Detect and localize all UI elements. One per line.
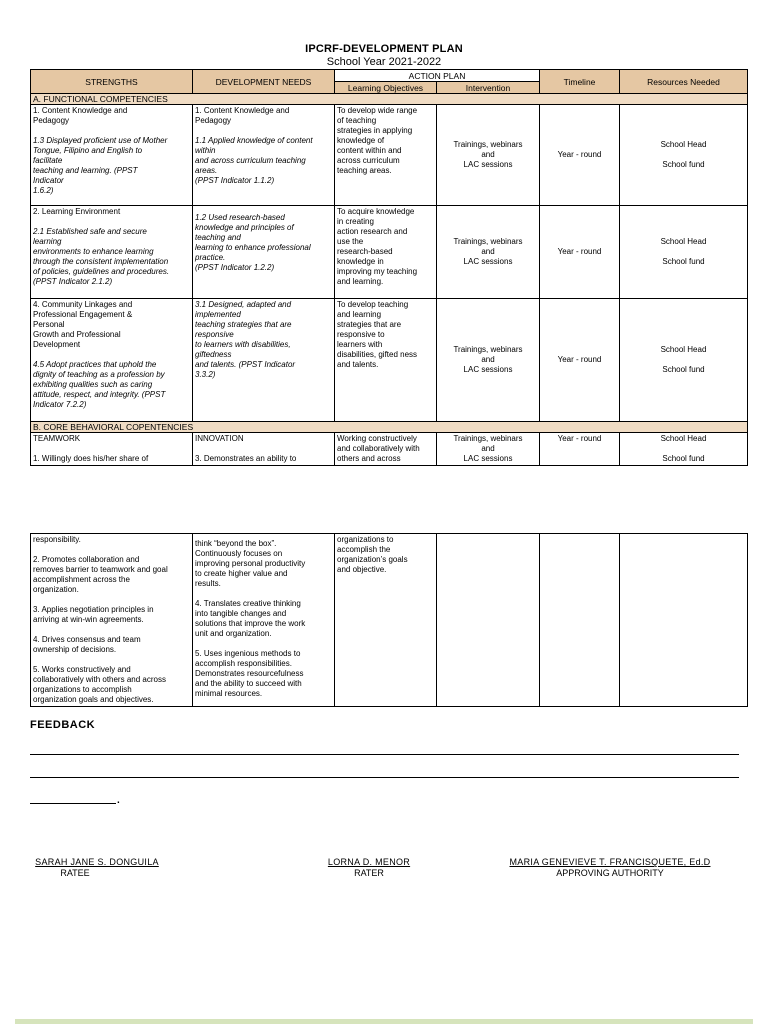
resource-school-head: School Head (660, 434, 707, 443)
objective-cell: To develop wide range of teaching strategies in applying knowledge of content within and across curriculum teaching areas. (335, 105, 437, 206)
signatory-name: SARAH JANE S. DONGUILA (35, 857, 159, 867)
table-row (31, 534, 748, 707)
resources-continuation (620, 534, 748, 707)
strength-cell (31, 105, 193, 206)
signatory-role: RATER (354, 868, 384, 878)
intervention-cell: Trainings, webinars and LAC sessions (437, 206, 540, 299)
header-timeline: Timeline (540, 70, 620, 94)
footer-band (15, 1019, 753, 1024)
need-detail: 3.1 Designed, adapted and implemented teaching strategies that are responsive to learners with disabilities, giftedness and talents. (PPST Indicator 3.3.2) (195, 300, 296, 379)
section-functional-competencies: A. FUNCTIONAL COMPETENCIES (31, 94, 748, 105)
signatory-role: RATEE (60, 868, 90, 878)
intervention-cell: Trainings, webinars and LAC sessions (437, 105, 540, 206)
strength-detail: 2.1 Established safe and secure learning environments to enhance learning through the consistent implementation of policies, guidelines and procedures. (PPST Indicator 2.1.2) (33, 227, 170, 286)
feedback-label: FEEDBACK (30, 719, 96, 731)
resource-school-fund: School fund (662, 365, 705, 374)
feedback-line (30, 777, 739, 778)
document-title: IPCRF-DEVELOPMENT PLAN (305, 43, 463, 55)
development-plan-table (30, 69, 748, 466)
need-item: 3. Demonstrates an ability to (195, 454, 297, 463)
table-row (31, 206, 748, 299)
resource-school-head: School Head (660, 140, 707, 149)
timeline-cell: Year - round (540, 206, 620, 299)
strength-cell (31, 206, 193, 299)
resources-cell (620, 433, 748, 466)
signatory-role: APPROVING AUTHORITY (556, 868, 664, 878)
table-row (31, 433, 748, 466)
signatory-approving-authority (500, 857, 720, 878)
strength-title: 1. Content Knowledge and Pedagogy (33, 106, 128, 125)
signatory-name: LORNA D. MENOR (327, 857, 411, 867)
resource-school-head: School Head (660, 237, 707, 246)
header-resources: Resources Needed (620, 70, 748, 94)
timeline-cell: Year - round (540, 433, 620, 466)
strength-item: 1. Willingly does his/her share of (33, 454, 149, 463)
resources-cell (620, 206, 748, 299)
objective-cell: Working constructively and collaboratively with others and across (335, 433, 437, 466)
strength-detail: 1.3 Displayed proficient use of Mother Tongue, Filipino and English to facilitate teaching and learning. (PPST Indicator 1.6.2) (33, 136, 168, 195)
resource-school-fund: School fund (662, 257, 705, 266)
header-learning-objectives: Learning Objectives (335, 82, 437, 94)
timeline-cell: Year - round (540, 299, 620, 422)
feedback-period: . (117, 795, 120, 806)
resource-school-fund: School fund (662, 454, 705, 463)
header-strengths: STRENGTHS (31, 70, 193, 94)
strength-cell (31, 299, 193, 422)
need-title: INNOVATION (195, 434, 244, 443)
need-cell (193, 299, 335, 422)
signatory-rater (322, 857, 416, 878)
header-development-needs: DEVELOPMENT NEEDS (193, 70, 335, 94)
continuation-table (30, 533, 748, 707)
intervention-cell: Trainings, webinars and LAC sessions (437, 299, 540, 422)
resource-school-head: School Head (660, 345, 707, 354)
resources-cell (620, 105, 748, 206)
intervention-cell: Trainings, webinars and LAC sessions (437, 433, 540, 466)
need-detail: 1.1 Applied knowledge of content within and across curriculum teaching areas. (PPST Indicator 1.1.2) (195, 136, 313, 185)
table-row (31, 299, 748, 422)
signatory-name: MARIA GENEVIEVE T. FRANCISQUETE, Ed.D (509, 857, 711, 867)
section-core-behavioral-competencies: B. CORE BEHAVIORAL COPENTENCIES (31, 422, 748, 433)
need-detail: 1.2 Used research-based knowledge and principles of teaching and learning to enhance professional practice. (PPST Indicator 1.2.2) (195, 213, 311, 272)
intervention-continuation (437, 534, 540, 707)
strength-cell (31, 433, 193, 466)
timeline-cell: Year - round (540, 105, 620, 206)
school-year: School Year 2021-2022 (326, 56, 442, 68)
objective-cell: To develop teaching and learning strategies that are responsive to learners with disabilities, gifted ness and talents. (335, 299, 437, 422)
objective-continuation: organizations to accomplish the organization’s goals and objective. (335, 534, 437, 707)
need-continuation: think “beyond the box”. Continuously focuses on improving personal productivity to create higher value and results. 4. Translates creative thinking into tangible changes and solutions that improve the work unit and organization. 5. Uses ingenious methods to accomplish responsibilities. Demonstrates resourcefulness and the ability to succeed with minimal resources. (193, 534, 335, 707)
signatory-ratee (30, 857, 164, 878)
resource-school-fund: School fund (662, 160, 705, 169)
table-row (31, 105, 748, 206)
strength-detail: 4.5 Adopt practices that uphold the dignity of teaching as a profession by exhibiting qualities such as caring attitude, respect, and integrity. (PPST Indicator 7.2.2) (33, 360, 166, 409)
resources-cell (620, 299, 748, 422)
header-intervention: Intervention (437, 82, 540, 94)
strength-title: TEAMWORK (33, 434, 81, 443)
objective-cell: To acquire knowledge in creating action research and use the research-based knowledge in improving my teaching and learning. (335, 206, 437, 299)
feedback-line (30, 754, 739, 755)
need-cell (193, 105, 335, 206)
need-title: 1. Content Knowledge and Pedagogy (195, 106, 290, 125)
feedback-line (30, 803, 116, 804)
strength-title: 2. Learning Environment (33, 207, 121, 216)
timeline-continuation (540, 534, 620, 707)
strength-continuation: responsibility. 2. Promotes collaboration and removes barrier to teamwork and goal accomplishment across the organization. 3. Applies negotiation principles in arriving at win-win agreements. 4. Drives consensus and team ownership of decisions. 5. Works constructively and collaboratively with others and across organizations to accomplish organization goals and objectives. (31, 534, 193, 707)
need-cell (193, 433, 335, 466)
strength-title: 4. Community Linkages and Professional Engagement & Personal Growth and Professional Development (33, 300, 133, 349)
need-cell (193, 206, 335, 299)
header-action-plan: ACTION PLAN (335, 70, 540, 82)
